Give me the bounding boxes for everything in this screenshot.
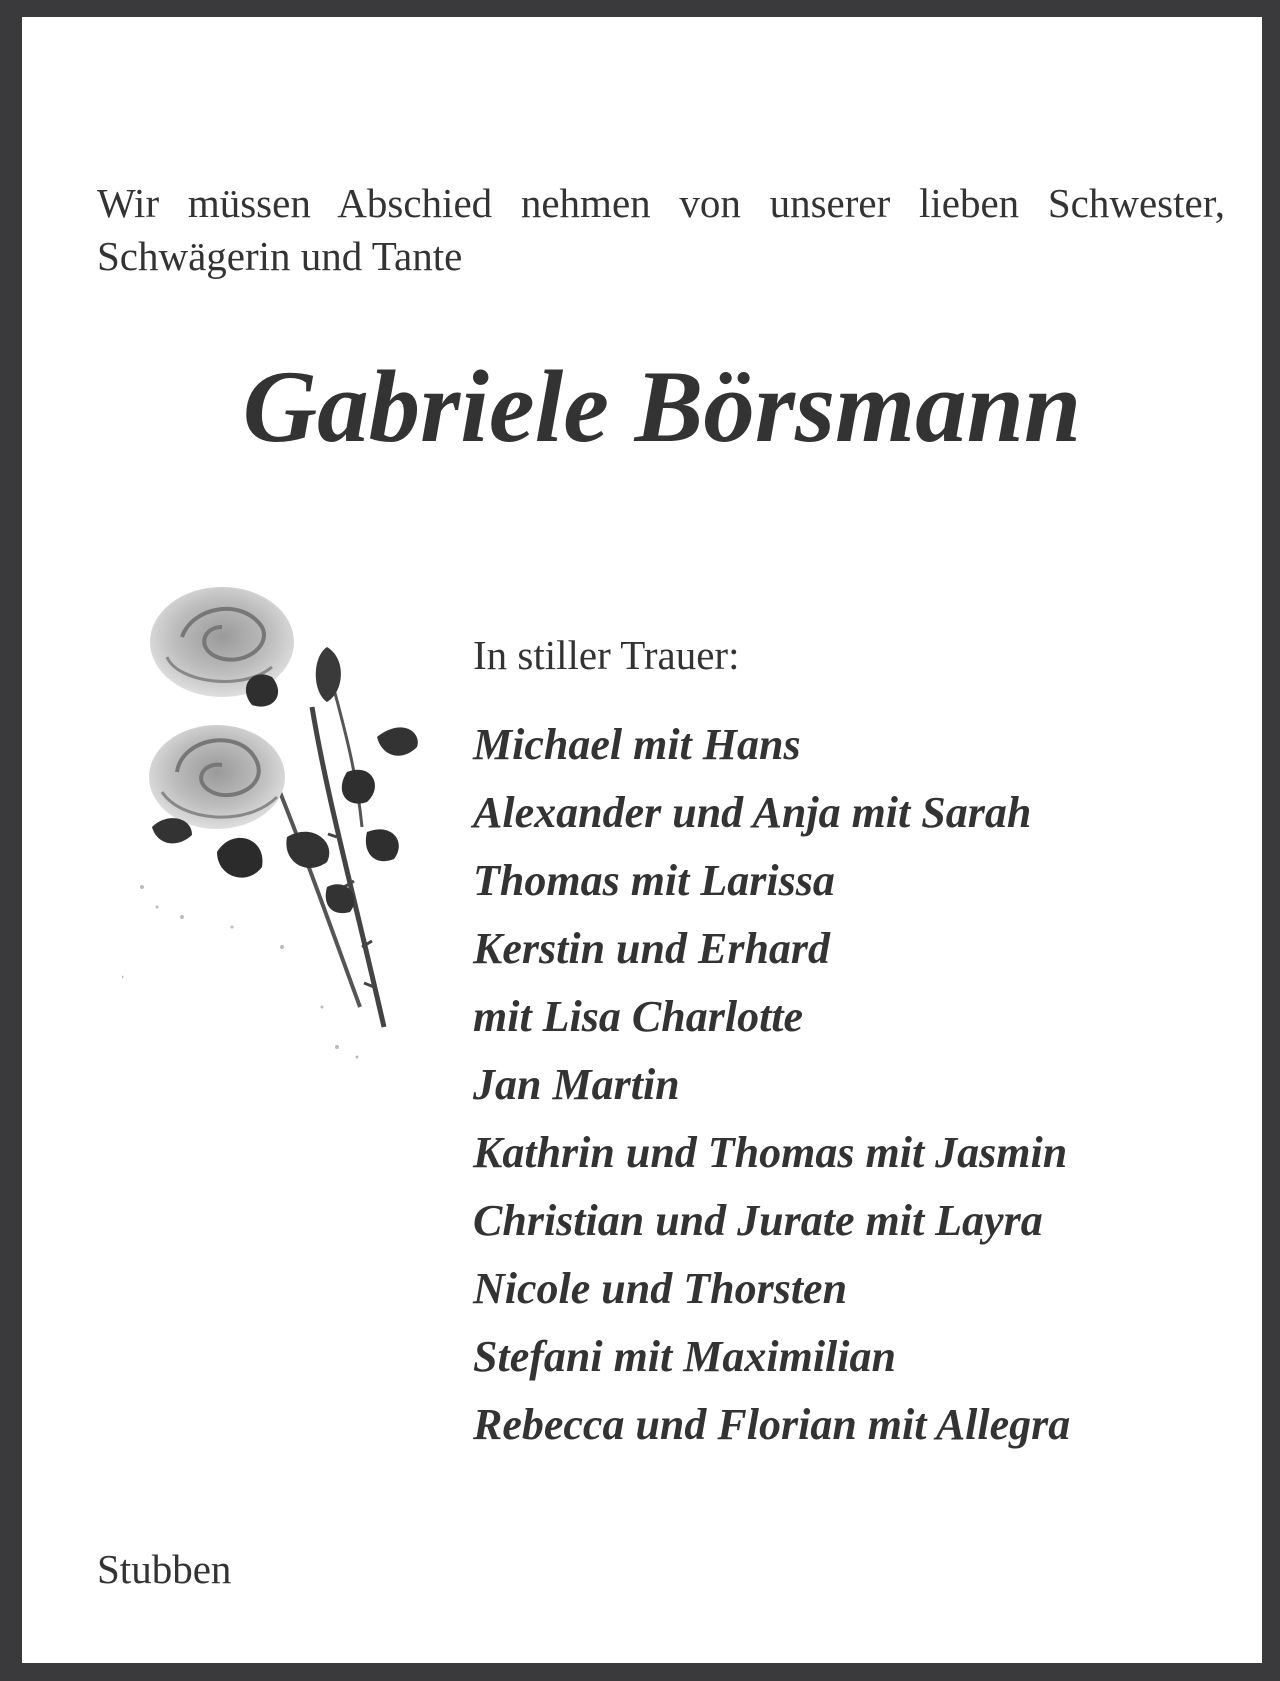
mourner-line: Thomas mit Larissa <box>473 856 835 905</box>
mourner-line: Alexander und Anja mit Sarah <box>473 788 1032 837</box>
intro-text: Wir müssen Abschied nehmen von unserer lieben Schwester, Schwägerin und Tante <box>97 180 1225 279</box>
mourner-line: Christian und Jurate mit Layra <box>473 1196 1043 1245</box>
mourning-label: In stiller Trauer: <box>473 632 740 678</box>
roses-illustration-icon <box>122 587 452 1117</box>
mourner-line: mit Lisa Charlotte <box>473 992 804 1041</box>
place-name: Stubben <box>97 1546 232 1592</box>
mourner-line: Kathrin und Thomas mit Jasmin <box>473 1128 1068 1177</box>
mourner-line: Stefani mit Maximilian <box>473 1332 896 1381</box>
deceased-name: Gabriele Börsmann <box>242 350 1082 464</box>
mourner-line: Kerstin und Erhard <box>473 924 831 973</box>
mourner-line: Michael mit Hans <box>473 720 801 769</box>
mourners-list <box>473 711 1070 1459</box>
mourner-line: Jan Martin <box>473 1060 680 1109</box>
mourner-line: Nicole und Thorsten <box>473 1264 848 1313</box>
mourner-line: Rebecca und Florian mit Allegra <box>473 1400 1071 1449</box>
